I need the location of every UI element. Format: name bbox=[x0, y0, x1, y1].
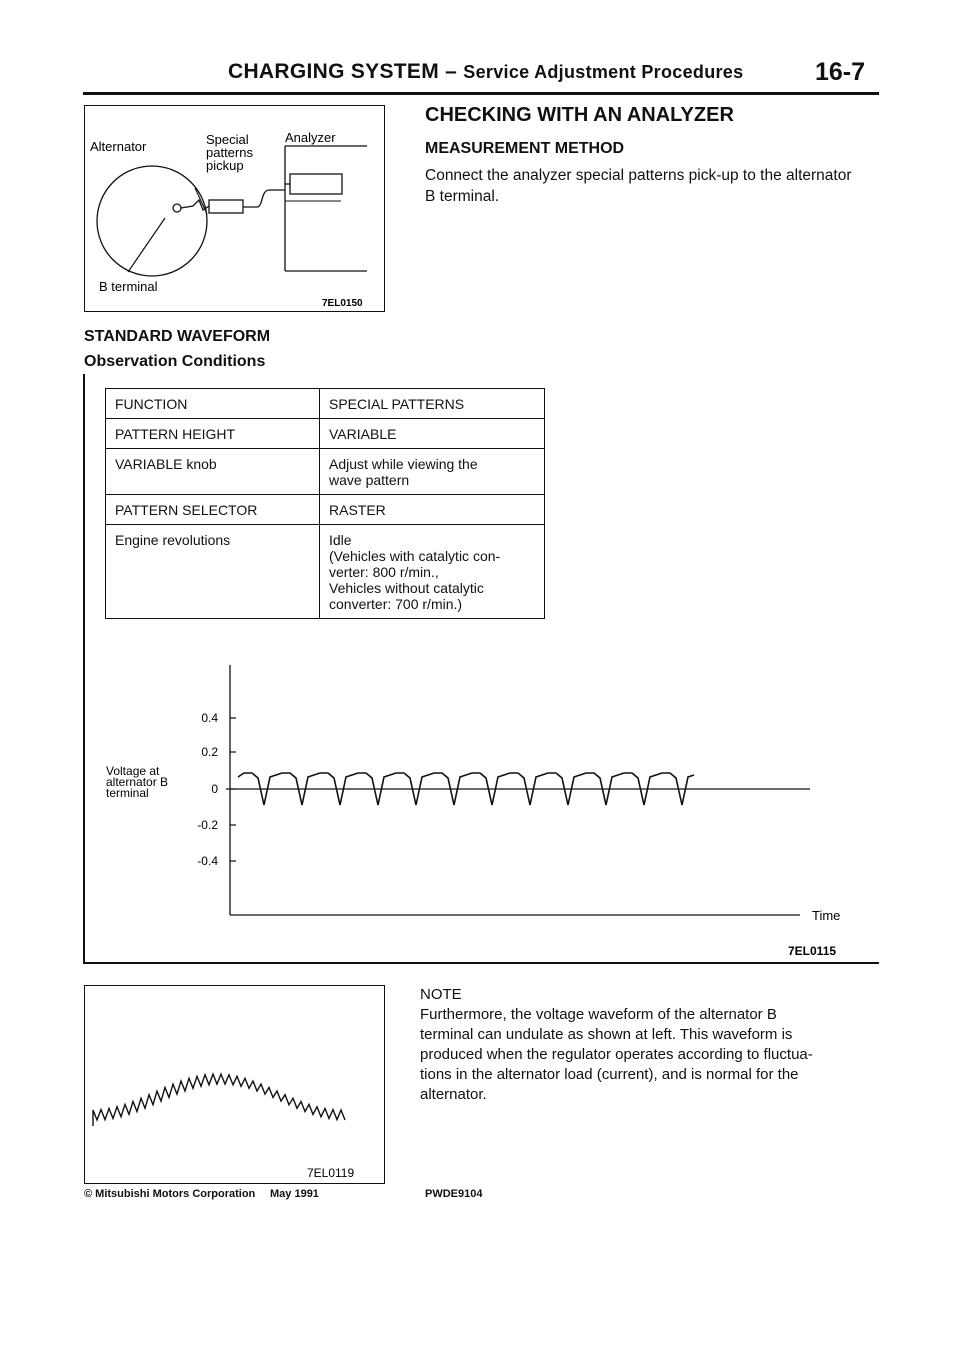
y-tick-label: -0.2 bbox=[197, 818, 218, 832]
condition-value-line: converter: 700 r/min.) bbox=[329, 596, 463, 612]
note-line-2: terminal can undulate as shown at left. This waveform is bbox=[420, 1026, 793, 1043]
condition-value bbox=[320, 419, 545, 449]
note-block bbox=[420, 985, 882, 1105]
subsection-title: Service Adjustment Procedures bbox=[463, 62, 744, 82]
note-line-5: alternator. bbox=[420, 1086, 487, 1103]
y-tick-label: -0.4 bbox=[197, 854, 218, 868]
note-line-3: produced when the regulator operates according to fluctua- bbox=[420, 1046, 813, 1063]
condition-value bbox=[320, 449, 545, 495]
condition-value-line: Adjust while viewing the bbox=[329, 456, 478, 472]
section-title: CHARGING SYSTEM bbox=[228, 60, 440, 83]
condition-row bbox=[106, 495, 545, 525]
y-tick-label: 0.4 bbox=[201, 711, 218, 725]
footer-copyright: © Mitsubishi Motors Corporation bbox=[84, 1188, 256, 1200]
note-line-1: Furthermore, the voltage waveform of the alternator B bbox=[420, 1006, 777, 1023]
b-terminal-label: B terminal bbox=[99, 279, 158, 294]
condition-value-line: (Vehicles with catalytic con- bbox=[329, 548, 501, 564]
undulating-trace bbox=[93, 1074, 345, 1126]
special-patterns-label-2: patterns bbox=[206, 145, 253, 160]
footer-date: May 1991 bbox=[270, 1188, 319, 1200]
condition-row bbox=[106, 449, 545, 495]
header-dash: – bbox=[445, 60, 458, 83]
condition-label: VARIABLE knob bbox=[106, 449, 320, 495]
footer-doc-code: PWDE9104 bbox=[425, 1188, 483, 1200]
condition-value-line: RASTER bbox=[329, 502, 386, 518]
condition-value-line: Idle bbox=[329, 532, 352, 548]
section-frame-bottom bbox=[83, 962, 879, 964]
header-rule bbox=[83, 92, 879, 95]
note-title: NOTE bbox=[420, 986, 462, 1003]
condition-value-line: VARIABLE bbox=[329, 426, 397, 442]
condition-value bbox=[320, 389, 545, 419]
checking-title: CHECKING WITH AN ANALYZER bbox=[425, 104, 734, 126]
figure-code: 7EL0150 bbox=[322, 298, 363, 309]
analyzer-connection-figure bbox=[84, 105, 385, 312]
method-line-1: Connect the analyzer special patterns pick-up to the alternator bbox=[425, 167, 852, 184]
condition-row bbox=[106, 389, 545, 419]
observation-conditions-table bbox=[105, 388, 545, 619]
y-tick-label: 0.2 bbox=[201, 745, 218, 759]
alternator-shape bbox=[97, 166, 207, 276]
analyzer-screen bbox=[290, 174, 342, 194]
condition-row bbox=[106, 419, 545, 449]
condition-label: Engine revolutions bbox=[106, 525, 320, 619]
note-line-4: tions in the alternator load (current), and is normal for the bbox=[420, 1066, 799, 1083]
measurement-method-title: MEASUREMENT METHOD bbox=[425, 140, 625, 157]
measurement-method-text bbox=[425, 165, 885, 207]
y-axis-label-1: Voltage at bbox=[106, 764, 160, 778]
section-frame-left bbox=[83, 374, 85, 964]
condition-value-line: wave pattern bbox=[329, 472, 410, 488]
x-axis-label: Time bbox=[812, 908, 841, 923]
y-tick-label: 0 bbox=[211, 782, 218, 796]
alternator-label: Alternator bbox=[90, 139, 147, 154]
condition-value-line: SPECIAL PATTERNS bbox=[329, 396, 465, 412]
page-header-title bbox=[228, 60, 743, 84]
y-axis-label-2: alternator B bbox=[106, 775, 169, 789]
standard-waveform-title: STANDARD WAVEFORM bbox=[84, 328, 271, 345]
observation-conditions-title: Observation Conditions bbox=[84, 353, 266, 370]
y-axis-label-3: terminal bbox=[106, 786, 149, 800]
condition-label: PATTERN HEIGHT bbox=[106, 419, 320, 449]
note-figure-code: 7EL0119 bbox=[307, 1166, 355, 1180]
undulating-waveform-figure bbox=[84, 985, 385, 1184]
condition-value-line: Vehicles without catalytic bbox=[329, 580, 484, 596]
special-patterns-label-1: Special bbox=[206, 132, 249, 147]
connection-diagram bbox=[85, 106, 384, 311]
condition-row bbox=[106, 525, 545, 619]
analyzer-label: Analyzer bbox=[285, 130, 336, 145]
waveform-code: 7EL0115 bbox=[788, 944, 837, 958]
special-patterns-label-3: pickup bbox=[206, 158, 244, 173]
method-line-2: B terminal. bbox=[425, 188, 500, 205]
page-number: 16-7 bbox=[815, 58, 866, 86]
pickup-shape bbox=[209, 200, 243, 213]
standard-waveform-chart bbox=[100, 665, 890, 965]
condition-value-line: verter: 800 r/min., bbox=[329, 564, 439, 580]
condition-label: FUNCTION bbox=[106, 389, 320, 419]
condition-label: PATTERN SELECTOR bbox=[106, 495, 320, 525]
condition-value bbox=[320, 495, 545, 525]
condition-value bbox=[320, 525, 545, 619]
undulating-waveform-diagram bbox=[85, 986, 384, 1183]
